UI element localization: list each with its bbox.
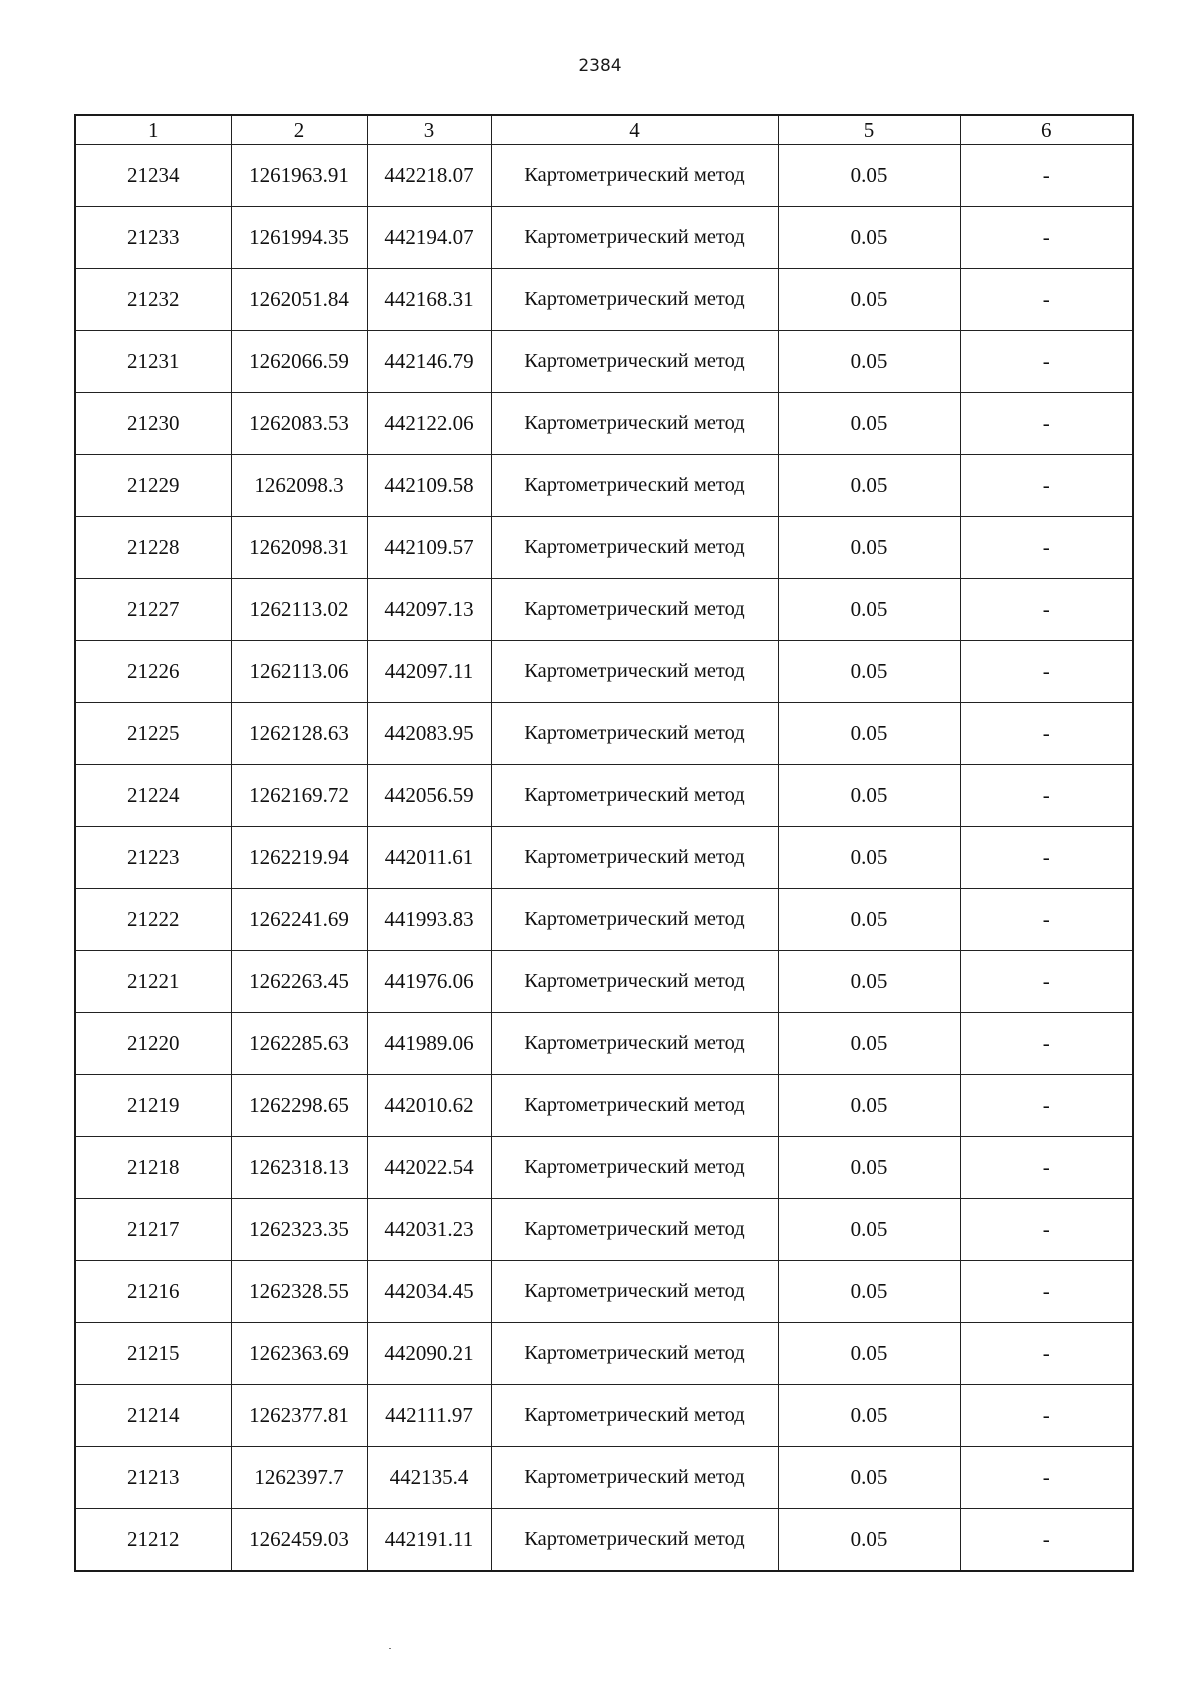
accuracy-cell: 0.05 [778,269,960,331]
point-number-cell: 21221 [75,951,231,1013]
method-cell: Картометрический метод [491,145,778,207]
column-header-5: 5 [778,115,960,145]
table-row [75,1509,1133,1572]
note-cell: - [960,455,1133,517]
table-row [75,889,1133,951]
note-cell: - [960,1261,1133,1323]
point-number-cell: 21222 [75,889,231,951]
y-coordinate-cell: 442168.31 [367,269,491,331]
point-number-cell: 21213 [75,1447,231,1509]
point-number-cell: 21229 [75,455,231,517]
accuracy-cell: 0.05 [778,1137,960,1199]
point-number-cell: 21230 [75,393,231,455]
x-coordinate-cell: 1262377.81 [231,1385,367,1447]
y-coordinate-cell: 442194.07 [367,207,491,269]
method-cell: Картометрический метод [491,331,778,393]
x-coordinate-cell: 1262098.3 [231,455,367,517]
x-coordinate-cell: 1262363.69 [231,1323,367,1385]
method-cell: Картометрический метод [491,1137,778,1199]
point-number-cell: 21224 [75,765,231,827]
y-coordinate-cell: 442083.95 [367,703,491,765]
x-coordinate-cell: 1262128.63 [231,703,367,765]
accuracy-cell: 0.05 [778,331,960,393]
y-coordinate-cell: 442097.11 [367,641,491,703]
x-coordinate-cell: 1262459.03 [231,1509,367,1572]
y-coordinate-cell: 442097.13 [367,579,491,641]
accuracy-cell: 0.05 [778,827,960,889]
y-coordinate-cell: 442218.07 [367,145,491,207]
table-row [75,1137,1133,1199]
y-coordinate-cell: 442146.79 [367,331,491,393]
table-row [75,827,1133,889]
point-number-cell: 21231 [75,331,231,393]
table-row [75,145,1133,207]
y-coordinate-cell: 442090.21 [367,1323,491,1385]
point-number-cell: 21217 [75,1199,231,1261]
note-cell: - [960,1447,1133,1509]
point-number-cell: 21233 [75,207,231,269]
y-coordinate-cell: 442109.57 [367,517,491,579]
column-header-6: 6 [960,115,1133,145]
note-cell: - [960,269,1133,331]
method-cell: Картометрический метод [491,1075,778,1137]
note-cell: - [960,1013,1133,1075]
method-cell: Картометрический метод [491,207,778,269]
x-coordinate-cell: 1261994.35 [231,207,367,269]
note-cell: - [960,1137,1133,1199]
note-cell: - [960,765,1133,827]
x-coordinate-cell: 1262113.02 [231,579,367,641]
header-row [75,115,1133,145]
x-coordinate-cell: 1261963.91 [231,145,367,207]
accuracy-cell: 0.05 [778,455,960,517]
point-number-cell: 21228 [75,517,231,579]
point-number-cell: 21227 [75,579,231,641]
y-coordinate-cell: 442011.61 [367,827,491,889]
x-coordinate-cell: 1262397.7 [231,1447,367,1509]
note-cell: - [960,393,1133,455]
coordinates-table [74,114,1134,1572]
table-row [75,331,1133,393]
table-header [75,115,1133,145]
y-coordinate-cell: 442010.62 [367,1075,491,1137]
method-cell: Картометрический метод [491,889,778,951]
method-cell: Картометрический метод [491,1385,778,1447]
note-cell: - [960,703,1133,765]
table-row [75,393,1133,455]
note-cell: - [960,1385,1133,1447]
note-cell: - [960,331,1133,393]
table-row [75,517,1133,579]
column-header-4: 4 [491,115,778,145]
table-row [75,641,1133,703]
table-row [75,1199,1133,1261]
method-cell: Картометрический метод [491,1509,778,1572]
x-coordinate-cell: 1262298.65 [231,1075,367,1137]
table-row [75,1385,1133,1447]
method-cell: Картометрический метод [491,517,778,579]
x-coordinate-cell: 1262318.13 [231,1137,367,1199]
method-cell: Картометрический метод [491,1013,778,1075]
accuracy-cell: 0.05 [778,1323,960,1385]
accuracy-cell: 0.05 [778,951,960,1013]
x-coordinate-cell: 1262113.06 [231,641,367,703]
accuracy-cell: 0.05 [778,145,960,207]
note-cell: - [960,889,1133,951]
y-coordinate-cell: 442109.58 [367,455,491,517]
point-number-cell: 21223 [75,827,231,889]
table-row [75,1013,1133,1075]
point-number-cell: 21234 [75,145,231,207]
accuracy-cell: 0.05 [778,765,960,827]
x-coordinate-cell: 1262083.53 [231,393,367,455]
point-number-cell: 21218 [75,1137,231,1199]
accuracy-cell: 0.05 [778,1013,960,1075]
method-cell: Картометрический метод [491,393,778,455]
y-coordinate-cell: 441993.83 [367,889,491,951]
x-coordinate-cell: 1262066.59 [231,331,367,393]
y-coordinate-cell: 441976.06 [367,951,491,1013]
table-row [75,951,1133,1013]
note-cell: - [960,1509,1133,1572]
y-coordinate-cell: 442034.45 [367,1261,491,1323]
column-header-3: 3 [367,115,491,145]
accuracy-cell: 0.05 [778,517,960,579]
scan-mark [389,1648,391,1649]
x-coordinate-cell: 1262263.45 [231,951,367,1013]
accuracy-cell: 0.05 [778,1075,960,1137]
note-cell: - [960,517,1133,579]
table-row [75,455,1133,517]
point-number-cell: 21219 [75,1075,231,1137]
point-number-cell: 21212 [75,1509,231,1572]
table-row [75,1447,1133,1509]
accuracy-cell: 0.05 [778,641,960,703]
method-cell: Картометрический метод [491,1261,778,1323]
table-row [75,1075,1133,1137]
table-row [75,1323,1133,1385]
point-number-cell: 21220 [75,1013,231,1075]
method-cell: Картометрический метод [491,641,778,703]
point-number-cell: 21232 [75,269,231,331]
note-cell: - [960,145,1133,207]
note-cell: - [960,641,1133,703]
point-number-cell: 21225 [75,703,231,765]
table-row [75,269,1133,331]
x-coordinate-cell: 1262169.72 [231,765,367,827]
accuracy-cell: 0.05 [778,1509,960,1572]
method-cell: Картометрический метод [491,1199,778,1261]
note-cell: - [960,579,1133,641]
column-header-2: 2 [231,115,367,145]
table-row [75,765,1133,827]
y-coordinate-cell: 442191.11 [367,1509,491,1572]
method-cell: Картометрический метод [491,1447,778,1509]
x-coordinate-cell: 1262285.63 [231,1013,367,1075]
point-number-cell: 21214 [75,1385,231,1447]
method-cell: Картометрический метод [491,951,778,1013]
point-number-cell: 21226 [75,641,231,703]
note-cell: - [960,951,1133,1013]
note-cell: - [960,1075,1133,1137]
y-coordinate-cell: 442056.59 [367,765,491,827]
y-coordinate-cell: 441989.06 [367,1013,491,1075]
accuracy-cell: 0.05 [778,1447,960,1509]
y-coordinate-cell: 442122.06 [367,393,491,455]
method-cell: Картометрический метод [491,1323,778,1385]
page-number: 2384 [578,56,622,76]
point-number-cell: 21215 [75,1323,231,1385]
table-row [75,1261,1133,1323]
table-row [75,207,1133,269]
method-cell: Картометрический метод [491,827,778,889]
method-cell: Картометрический метод [491,579,778,641]
accuracy-cell: 0.05 [778,889,960,951]
note-cell: - [960,1199,1133,1261]
y-coordinate-cell: 442111.97 [367,1385,491,1447]
x-coordinate-cell: 1262328.55 [231,1261,367,1323]
note-cell: - [960,207,1133,269]
accuracy-cell: 0.05 [778,207,960,269]
method-cell: Картометрический метод [491,269,778,331]
note-cell: - [960,827,1133,889]
x-coordinate-cell: 1262219.94 [231,827,367,889]
y-coordinate-cell: 442022.54 [367,1137,491,1199]
x-coordinate-cell: 1262323.35 [231,1199,367,1261]
method-cell: Картометрический метод [491,455,778,517]
accuracy-cell: 0.05 [778,1199,960,1261]
accuracy-cell: 0.05 [778,1261,960,1323]
y-coordinate-cell: 442031.23 [367,1199,491,1261]
note-cell: - [960,1323,1133,1385]
column-header-1: 1 [75,115,231,145]
table-row [75,703,1133,765]
accuracy-cell: 0.05 [778,393,960,455]
x-coordinate-cell: 1262051.84 [231,269,367,331]
x-coordinate-cell: 1262098.31 [231,517,367,579]
table-body [75,145,1133,1572]
accuracy-cell: 0.05 [778,579,960,641]
x-coordinate-cell: 1262241.69 [231,889,367,951]
point-number-cell: 21216 [75,1261,231,1323]
accuracy-cell: 0.05 [778,1385,960,1447]
accuracy-cell: 0.05 [778,703,960,765]
y-coordinate-cell: 442135.4 [367,1447,491,1509]
table-row [75,579,1133,641]
method-cell: Картометрический метод [491,703,778,765]
method-cell: Картометрический метод [491,765,778,827]
